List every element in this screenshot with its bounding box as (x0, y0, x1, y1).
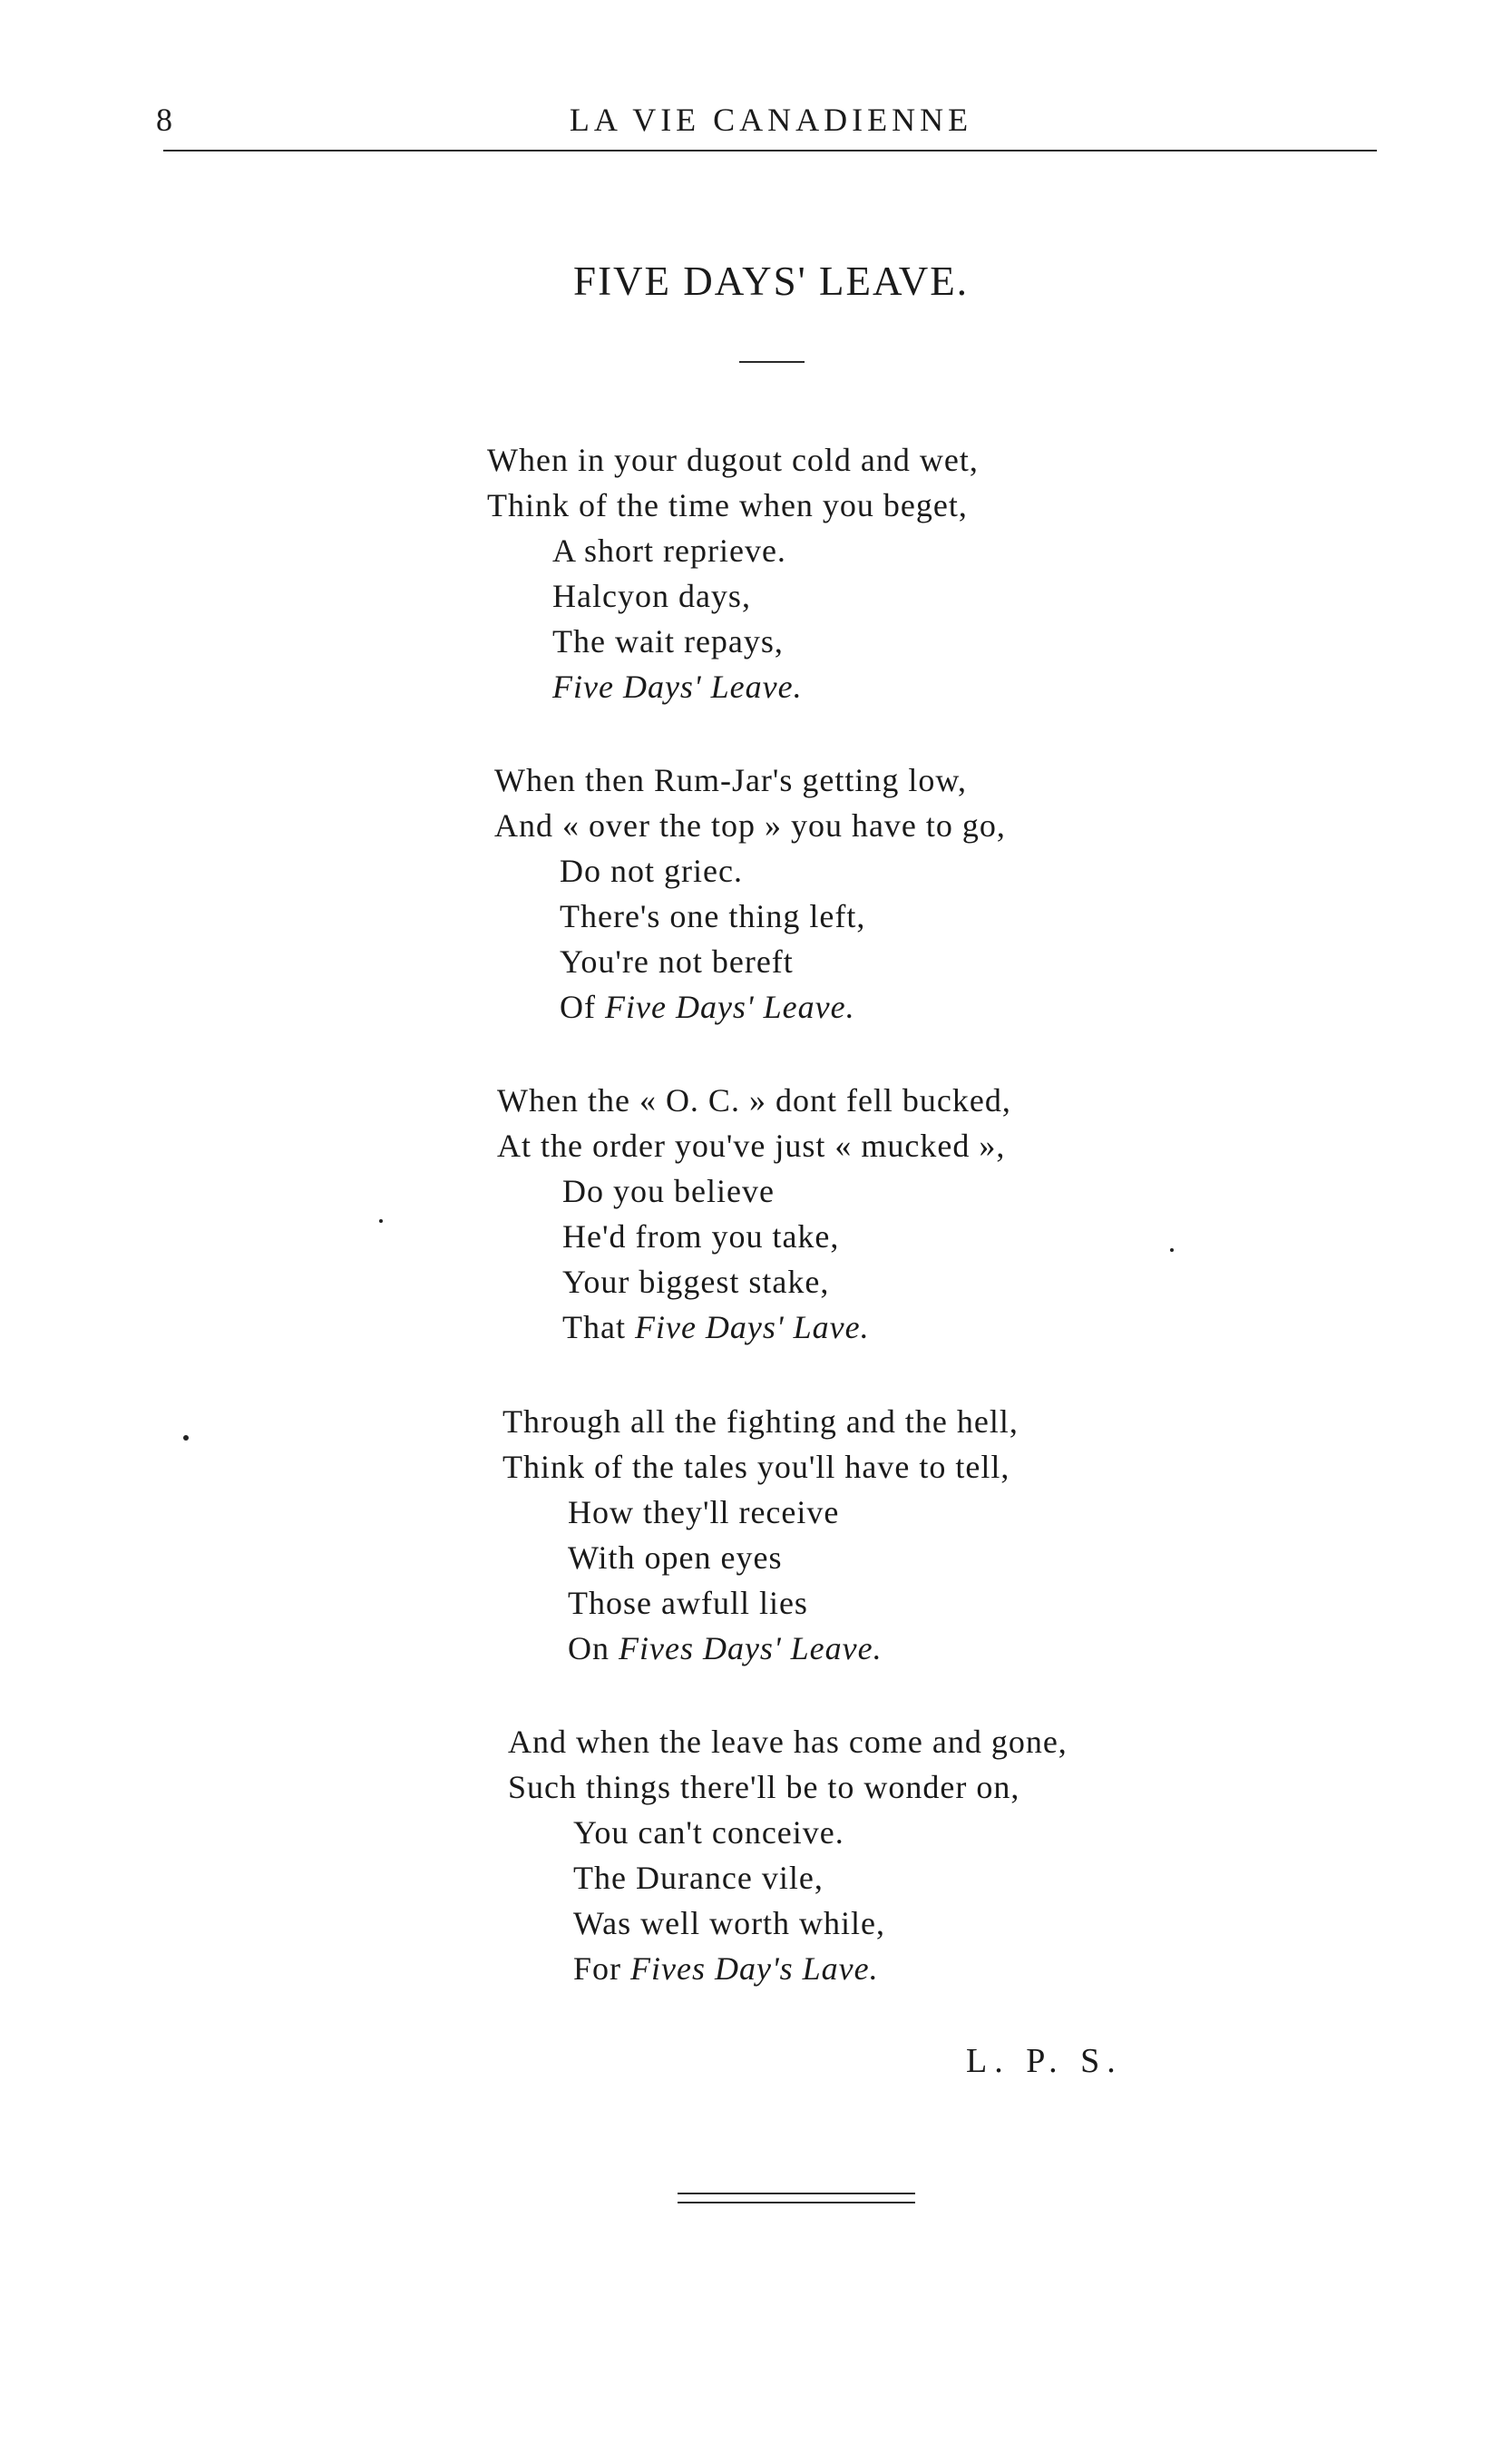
poem-line (487, 573, 1176, 619)
poem-line-text: With open eyes (568, 1539, 783, 1576)
poem-line-text: Your biggest stake, (562, 1264, 830, 1300)
poem-line (487, 619, 1176, 664)
poem-line (497, 1259, 1186, 1304)
poem-line (508, 1719, 1197, 1764)
poem-line-italic: Fives Day's Lave. (630, 1950, 879, 1987)
poem-line (494, 894, 1184, 939)
stanza (487, 437, 1176, 709)
poem-line-text: The Durance vile, (573, 1860, 824, 1896)
poem-line-text: When the « O. C. » dont fell bucked, (497, 1082, 1011, 1119)
poem-line-text: And « over the top » you have to go, (494, 807, 1006, 844)
end-rule-top (678, 2193, 915, 2194)
stanza (502, 1399, 1192, 1671)
poem-line (497, 1214, 1186, 1259)
poem-line (494, 803, 1184, 848)
poem-line-text: And when the leave has come and gone, (508, 1724, 1068, 1760)
poem-line (497, 1168, 1186, 1214)
poem-line-text: Through all the fighting and the hell, (502, 1403, 1019, 1440)
poem-line (508, 1900, 1197, 1946)
poem-line (508, 1810, 1197, 1855)
poem-line (502, 1535, 1192, 1580)
print-speck (1170, 1248, 1174, 1252)
poem-line (497, 1078, 1186, 1123)
poem-line (502, 1490, 1192, 1535)
poem-line-text: Do not griec. (560, 853, 743, 889)
stanza (494, 757, 1184, 1030)
page-number: 8 (156, 102, 172, 138)
poem-line (487, 664, 1176, 709)
end-rule-bottom (678, 2202, 915, 2203)
stanza (508, 1719, 1197, 1991)
poem-line (508, 1764, 1197, 1810)
running-title: LA VIE CANADIENNE (569, 102, 973, 138)
poem-line (487, 483, 1176, 528)
poem-line-text: Halcyon days, (552, 578, 751, 614)
poem-line (502, 1626, 1192, 1671)
poem-line-text: For (573, 1950, 631, 1987)
poem-line-text: A short reprieve. (552, 532, 786, 569)
poem-line (494, 848, 1184, 894)
poem-line-text: The wait repays, (552, 623, 784, 659)
poem-line (502, 1399, 1192, 1444)
poem-line-text: You're not bereft (560, 943, 794, 980)
poem-line (497, 1304, 1186, 1350)
poem-line-text: Do you believe (562, 1173, 775, 1209)
poem-line-italic: Five Days' Leave. (605, 989, 855, 1025)
poem-line-italic: Fives Days' Leave. (619, 1630, 883, 1666)
poem-line-text: Those awfull lies (568, 1585, 808, 1621)
poem-line-text: That (562, 1309, 635, 1345)
header-rule (163, 150, 1377, 151)
poem-line-text: Think of the time when you beget, (487, 487, 968, 523)
print-speck (379, 1219, 383, 1223)
stanza (497, 1078, 1186, 1350)
poem-line-text: He'd from you take, (562, 1218, 840, 1255)
poem-line (502, 1580, 1192, 1626)
print-speck (183, 1435, 189, 1441)
poem-line (494, 757, 1184, 803)
poem-line-text: When then Rum-Jar's getting low, (494, 762, 968, 798)
poem-line (487, 528, 1176, 573)
poem-line-italic: Five Days' Lave. (634, 1309, 870, 1345)
poem-line (494, 984, 1184, 1030)
poem-line-text: How they'll receive (568, 1494, 840, 1530)
title-rule (739, 361, 805, 363)
poem-line-text: On (568, 1630, 619, 1666)
poem-line-italic: Five Days' Leave. (552, 669, 803, 705)
poem-line-text: Such things there'll be to wonder on, (508, 1769, 1020, 1805)
poem-line-text: There's one thing left, (560, 898, 866, 934)
poem-line (497, 1123, 1186, 1168)
poem-line (508, 1946, 1197, 1991)
poem-line (494, 939, 1184, 984)
signature: L. P. S. (966, 2042, 1123, 2080)
poem-line-text: At the order you've just « mucked », (497, 1128, 1006, 1164)
poem-title: FIVE DAYS' LEAVE. (573, 259, 969, 304)
poem-line-text: You can't conceive. (573, 1814, 844, 1851)
poem-line-text: Was well worth while, (573, 1905, 886, 1941)
poem-line (502, 1444, 1192, 1490)
poem-line-text: Think of the tales you'll have to tell, (502, 1449, 1010, 1485)
poem-line-text: When in your dugout cold and wet, (487, 442, 979, 478)
poem-line (508, 1855, 1197, 1900)
poem-line (487, 437, 1176, 483)
poem-line-text: Of (560, 989, 605, 1025)
